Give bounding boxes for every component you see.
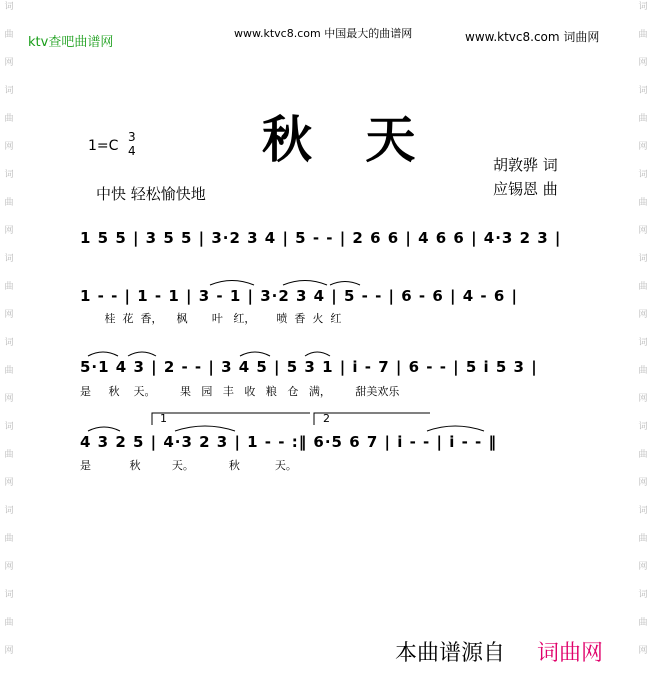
watermark-char: 曲 <box>638 114 648 124</box>
watermark-char: 曲 <box>4 534 14 544</box>
watermark-char: 网 <box>638 58 648 68</box>
watermark-char: 词 <box>4 422 14 432</box>
slur <box>305 352 330 356</box>
slur <box>330 282 360 286</box>
watermark-char: 词 <box>638 590 648 600</box>
watermark-char: 网 <box>4 394 14 404</box>
watermark-char: 网 <box>638 562 648 572</box>
slur <box>427 426 484 431</box>
score-line-3: 5·1 4 3 | 2 - - | 3 4 5 | 5 3 1 | i - 7 | 6 - - | 5 i 5 3 | <box>80 358 538 376</box>
watermark-char: 曲 <box>638 30 648 40</box>
watermark-char: 网 <box>638 226 648 236</box>
watermark-char: 网 <box>638 310 648 320</box>
watermark-char: 词 <box>4 338 14 348</box>
watermark-char: 词 <box>638 254 648 264</box>
watermark-char: 网 <box>4 478 14 488</box>
watermark-char: 网 <box>4 646 14 656</box>
slur <box>175 426 235 431</box>
watermark-char: 词 <box>638 170 648 180</box>
watermark-char: 曲 <box>4 282 14 292</box>
watermark-char: 曲 <box>638 282 648 292</box>
brand-label: ktv查吧曲谱网 <box>28 35 114 50</box>
watermark-char: 词 <box>4 506 14 516</box>
key-signature: 1=C <box>88 138 119 154</box>
site-center-label: www.ktvc8.com 中国最大的曲谱网 <box>234 27 413 40</box>
watermark-char: 曲 <box>638 534 648 544</box>
slur <box>88 427 120 431</box>
watermark-char: 词 <box>638 422 648 432</box>
score-line-2: 1 - - | 1 - 1 | 3 - 1 | 3·2 3 4 | 5 - - | 6 - 6 | 4 - 6 | <box>80 287 518 305</box>
watermark-char: 网 <box>638 478 648 488</box>
slur <box>88 352 118 356</box>
lyricist-credit: 胡敦骅 词 <box>493 156 558 174</box>
watermark-char: 网 <box>638 142 648 152</box>
slur <box>283 281 327 286</box>
song-title: 秋 天 <box>262 110 434 169</box>
footer-source-label: 本曲谱源自 <box>395 641 506 666</box>
watermark-char: 词 <box>4 590 14 600</box>
watermark-char: 网 <box>4 310 14 320</box>
watermark-char: 词 <box>638 506 648 516</box>
watermark-char: 词 <box>638 86 648 96</box>
watermark-char: 曲 <box>638 618 648 628</box>
volta-1-label: 1 <box>160 412 167 425</box>
volta-1-bracket <box>152 413 310 425</box>
lyrics-line-3: 是 秋 天。 果 园 丰 收 粮 仓 满， 甜美欢乐 <box>80 385 400 398</box>
time-bottom: 4 <box>128 144 136 158</box>
watermark-char: 曲 <box>4 618 14 628</box>
footer-site-link[interactable]: 词曲网 <box>537 641 604 666</box>
watermark-char: 曲 <box>4 30 14 40</box>
site-right-label: www.ktvc8.com 词曲网 <box>465 30 600 44</box>
volta-2-bracket <box>314 413 430 425</box>
watermark-char: 词 <box>4 2 14 12</box>
slur <box>128 352 156 356</box>
lyrics-line-4: 是 秋 天。 秋 天。 <box>80 459 297 472</box>
volta-2-label: 2 <box>323 412 330 425</box>
slur <box>240 352 270 356</box>
tempo-marking: 中快 轻松愉快地 <box>96 185 206 203</box>
watermark-char: 词 <box>638 2 648 12</box>
watermark-char: 曲 <box>4 450 14 460</box>
score-line-1: 1 5 5 | 3 5 5 | 3·2 3 4 | 5 - - | 2 6 6 | 4 6 6 | 4·3 2 3 | <box>80 229 562 247</box>
lyrics-line-2: 桂 花 香， 枫 叶 红， 喷 香 火 红 <box>80 312 342 325</box>
score-line-4: 4 3 2 5 | 4·3 2 3 | 1 - - :‖ 6·5 6 7 | i - - | i - - ‖ <box>80 433 497 451</box>
watermark-char: 曲 <box>638 366 648 376</box>
slur <box>210 281 254 286</box>
watermark-char: 曲 <box>638 450 648 460</box>
watermark-char: 网 <box>4 142 14 152</box>
watermark-char: 网 <box>4 562 14 572</box>
watermark-char: 词 <box>4 170 14 180</box>
watermark-char: 曲 <box>638 198 648 208</box>
composer-credit: 应锡恩 曲 <box>493 180 558 198</box>
watermark-char: 词 <box>4 254 14 264</box>
time-top: 3 <box>128 130 136 144</box>
watermark-char: 曲 <box>4 366 14 376</box>
watermark-char: 曲 <box>4 114 14 124</box>
watermark-char: 网 <box>4 58 14 68</box>
watermark-char: 网 <box>4 226 14 236</box>
watermark-char: 词 <box>638 338 648 348</box>
watermark-char: 曲 <box>4 198 14 208</box>
watermark-char: 词 <box>4 86 14 96</box>
watermark-char: 网 <box>638 646 648 656</box>
watermark-char: 网 <box>638 394 648 404</box>
